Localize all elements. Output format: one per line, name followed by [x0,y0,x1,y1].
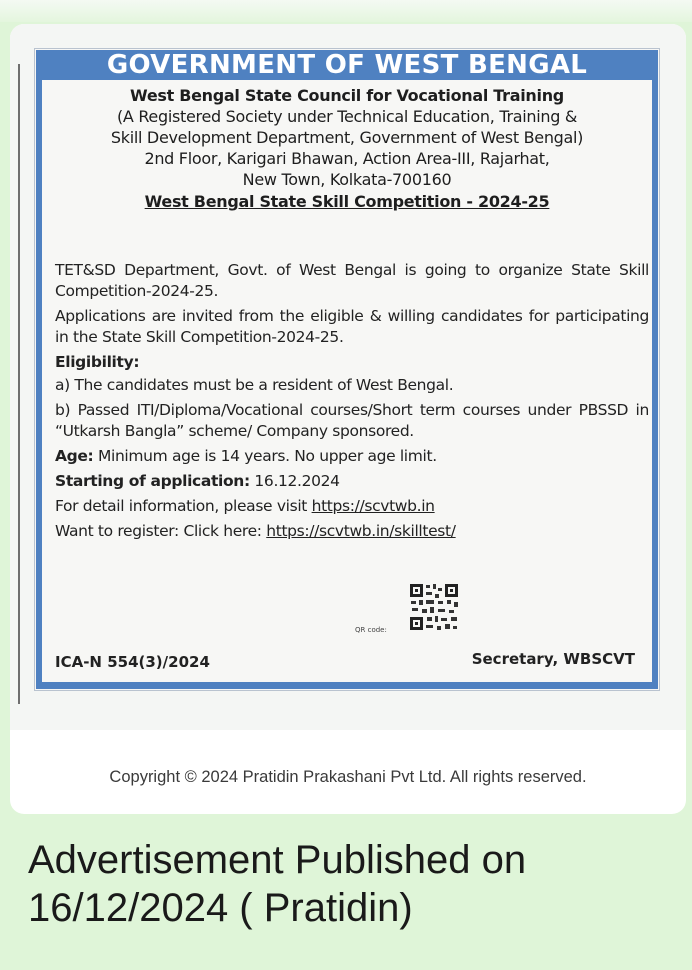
reference-number: ICA-N 554(3)/2024 [55,653,210,671]
detail-line [55,496,649,517]
start-line [55,471,649,492]
newspaper-clipping [10,24,686,730]
frame-bar-left [36,80,42,688]
qr-caption: QR code: [355,626,387,634]
advertisement [34,48,660,691]
address-line: Skill Development Department, Government of West Bengal) [110,128,584,147]
applications-paragraph: Applications are invited from the eligible & willing candidates for participating in the State Skill Competition-2024-25. [55,307,649,346]
scan-edge-mark [18,64,20,704]
publication-caption: Advertisement Published on 16/12/2024 ( Pratidin) [28,838,527,930]
copyright-notice: Copyright © 2024 Pratidin Prakashani Pvt Ltd. All rights reserved. [109,768,587,786]
age-text: Minimum age is 14 years. No upper age limit. [93,447,437,465]
address-line: New Town, Kolkata-700160 [242,170,452,189]
government-banner: GOVERNMENT OF WEST BENGAL [36,50,658,80]
start-date: 16.12.2024 [249,472,340,490]
top-strip [0,0,692,22]
address-line: 2nd Floor, Karigari Bhawan, Action Area-III, Rajarhat, [144,149,550,168]
address-line: (A Registered Society under Technical Education, Training & [116,107,578,126]
start-label: Starting of application: [55,472,250,490]
age-label: Age: [55,447,94,465]
eligibility-heading: Eligibility: [55,353,140,371]
frame-bar-right [652,80,658,688]
age-line [55,446,649,467]
eligibility-item-b: b) Passed ITI/Diploma/Vocational courses/Short term courses under PBSSD in “Utkarsh Bangla” scheme/ Company sponsored. [55,401,649,440]
detail-link[interactable]: https://scvtwb.in [311,497,435,515]
register-link[interactable]: https://scvtwb.in/skilltest/ [266,522,456,540]
detail-text: For detail information, please visit [55,497,312,515]
post-card [10,24,686,814]
intro-paragraph: TET&SD Department, Govt. of West Bengal is going to organize State Skill Competition-2024-25. [55,261,649,300]
frame-bar-bottom [36,682,658,689]
register-line [55,521,649,542]
register-text: Want to register: Click here: [55,522,267,540]
signatory: Secretary, WBSCVT [471,650,635,668]
council-name: West Bengal State Council for Vocational Training [130,86,564,105]
qr-code-icon [408,582,460,632]
competition-title: West Bengal State Skill Competition - 2024-25 [144,192,550,211]
notice-body [55,260,649,546]
eligibility-item-a: a) The candidates must be a resident of West Bengal. [55,376,454,394]
header-block [45,85,649,212]
